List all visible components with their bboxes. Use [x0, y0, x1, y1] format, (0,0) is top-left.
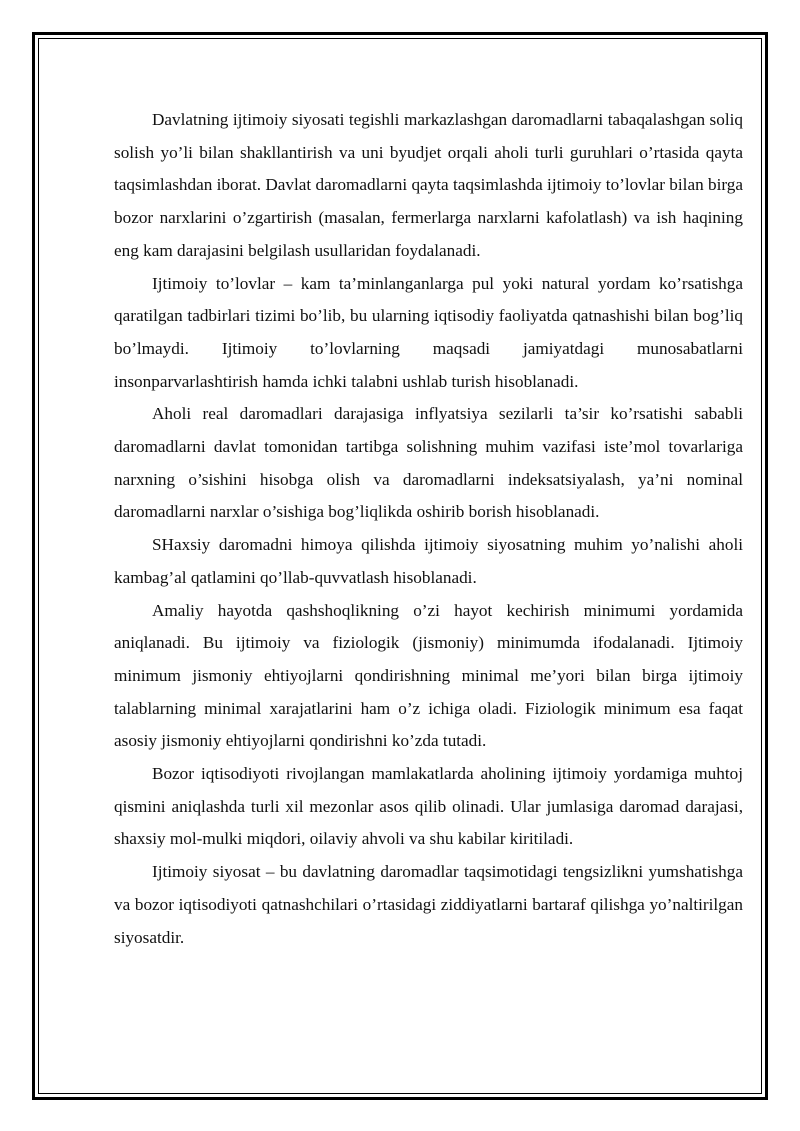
paragraph-3: Aholi real daromadlari darajasiga inflyatsiya sezilarli ta’sir ko’rsatishi sababli daromadlarni davlat tomonidan tartibga solishning muhim vazifasi iste’mol tovarlariga narxning o’sishini hisobga olish va daromadlarni indeksatsiyalash, ya’ni nominal daromadlarni narxlar o’sishiga bog’liqlikda oshirib borish hisoblanadi. [114, 404, 743, 522]
document-body [114, 104, 743, 954]
paragraph-7: Ijtimoiy siyosat – bu davlatning daromadlar taqsimotidagi tengsizlikni yumshatishga va bozor iqtisodiyoti qatnashchilari o’rtasidagi ziddiyatlarni bartaraf qilishga yo’naltirilgan siyosatdir. [114, 862, 743, 947]
paragraph-1: Davlatning ijtimoiy siyosati tegishli markazlashgan daromadlarni tabaqalashgan soliq solish yo’li bilan shakllantirish va uni byudjet orqali aholi turli guruhlari o’rtasida qayta taqsimlashdan iborat. Davlat daromadlarni qayta taqsimlashda ijtimoiy to’lovlar bilan birga bozor narxlarini o’zgartirish (masalan, fermerlarga narxlarni kafolatlash) va ish haqining eng kam darajasini belgilash usullaridan foydalanadi. [114, 110, 743, 260]
paragraph-4: SHaxsiy daromadni himoya qilishda ijtimoiy siyosatning muhim yo’nalishi aholi kambag’al qatlamini qo’llab-quvvatlash hisoblanadi. [114, 535, 743, 587]
paragraph-5: Amaliy hayotda qashshoqlikning o’zi hayot kechirish minimumi yordamida aniqlanadi. Bu ijtimoiy va fiziologik (jismoniy) minimumda ifodalanadi. Ijtimoiy minimum jismoniy ehtiyojlarni qondirishning minimal me’yori bilan birga ijtimoiy talablarning minimal xarajatlarini ham o’z ichiga oladi. Fiziologik minimum esa faqat asosiy jismoniy ehtiyojlarni qondirishni ko’zda tutadi. [114, 600, 743, 751]
paragraph-2: Ijtimoiy to’lovlar – kam ta’minlanganlarga pul yoki natural yordam ko’rsatishga qaratilgan tadbirlari tizimi bo’lib, bu ularning iqtisodiy faoliyatda qatnashishi bilan bog’liq bo’lmaydi. Ijtimoiy to’lovlarning maqsadi jamiyatdagi munosabatlarni insonparvarlashtirish hamda ichki talabni ushlab turish hisoblanadi. [114, 273, 743, 391]
paragraph-6: Bozor iqtisodiyoti rivojlangan mamlakatlarda aholining ijtimoiy yordamiga muhtoj qismini aniqlashda turli xil mezonlar asos qilib olinadi. Ular jumlasiga daromad darajasi, shaxsiy mol-mulki miqdori, oilaviy ahvoli va shu kabilar kiritiladi. [114, 764, 743, 849]
